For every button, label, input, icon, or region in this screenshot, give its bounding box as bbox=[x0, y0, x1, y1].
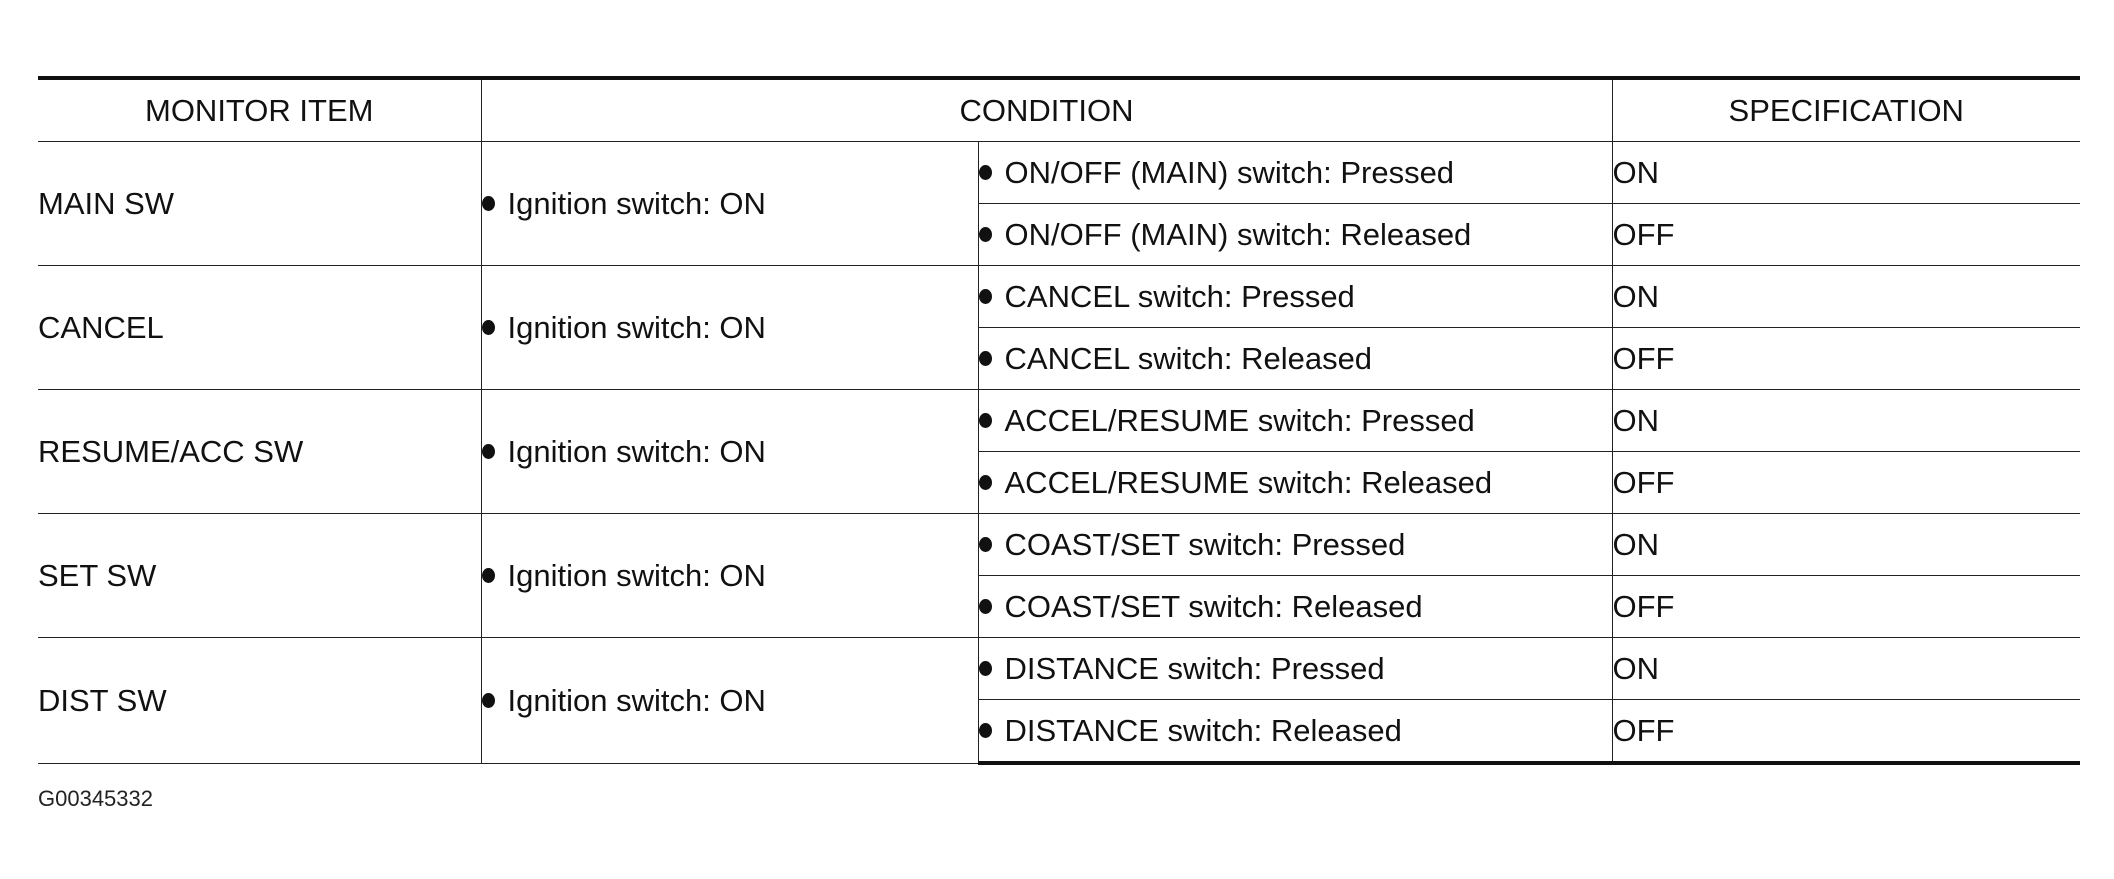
bullet-icon bbox=[482, 320, 495, 335]
specification-cell: OFF bbox=[1612, 700, 2080, 764]
bullet-icon bbox=[979, 599, 992, 614]
bullet-icon bbox=[979, 537, 992, 552]
base-condition-cell bbox=[481, 390, 978, 514]
bullet-icon bbox=[979, 351, 992, 366]
base-condition-cell bbox=[481, 514, 978, 638]
table-row bbox=[38, 390, 2080, 452]
header-specification: SPECIFICATION bbox=[1612, 78, 2080, 142]
bullet-icon bbox=[482, 444, 495, 459]
bullet-icon bbox=[979, 289, 992, 304]
header-row bbox=[38, 78, 2080, 142]
sub-condition-text: ON/OFF (MAIN) switch: Pressed bbox=[1004, 155, 1455, 190]
specification-cell: OFF bbox=[1612, 576, 2080, 638]
monitor-item-cell: MAIN SW bbox=[38, 142, 481, 266]
sub-condition-cell bbox=[978, 576, 1612, 638]
table-row bbox=[38, 266, 2080, 328]
specification-cell: ON bbox=[1612, 390, 2080, 452]
monitor-spec-table-container bbox=[38, 76, 2080, 765]
table-row bbox=[38, 514, 2080, 576]
table-row bbox=[38, 142, 2080, 204]
bullet-icon bbox=[482, 196, 495, 211]
sub-condition-text: CANCEL switch: Pressed bbox=[1004, 279, 1355, 314]
specification-cell: ON bbox=[1612, 142, 2080, 204]
sub-condition-text: CANCEL switch: Released bbox=[1004, 341, 1373, 376]
bullet-icon bbox=[979, 413, 992, 428]
header-monitor-item: MONITOR ITEM bbox=[38, 78, 481, 142]
specification-cell: OFF bbox=[1612, 204, 2080, 266]
base-condition-cell bbox=[481, 142, 978, 266]
base-condition-text: Ignition switch: ON bbox=[507, 310, 766, 345]
bullet-icon bbox=[979, 661, 992, 676]
bullet-icon bbox=[979, 165, 992, 180]
sub-condition-cell bbox=[978, 328, 1612, 390]
monitor-item-cell: SET SW bbox=[38, 514, 481, 638]
specification-cell: ON bbox=[1612, 266, 2080, 328]
base-condition-text: Ignition switch: ON bbox=[507, 558, 766, 593]
header-condition: CONDITION bbox=[481, 78, 1612, 142]
bullet-icon bbox=[482, 568, 495, 583]
specification-cell: ON bbox=[1612, 638, 2080, 700]
base-condition-cell bbox=[481, 266, 978, 390]
base-condition-text: Ignition switch: ON bbox=[507, 434, 766, 469]
sub-condition-text: COAST/SET switch: Pressed bbox=[1004, 527, 1406, 562]
sub-condition-cell bbox=[978, 452, 1612, 514]
sub-condition-text: ACCEL/RESUME switch: Pressed bbox=[1004, 403, 1475, 438]
sub-condition-cell bbox=[978, 390, 1612, 452]
sub-condition-text: DISTANCE switch: Pressed bbox=[1004, 651, 1385, 686]
sub-condition-cell bbox=[978, 142, 1612, 204]
sub-condition-cell bbox=[978, 514, 1612, 576]
table-row bbox=[38, 638, 2080, 700]
base-condition-text: Ignition switch: ON bbox=[507, 186, 766, 221]
sub-condition-text: COAST/SET switch: Released bbox=[1004, 589, 1423, 624]
bullet-icon bbox=[979, 475, 992, 490]
sub-condition-cell bbox=[978, 700, 1612, 764]
monitor-item-cell: CANCEL bbox=[38, 266, 481, 390]
figure-id-label: G00345332 bbox=[38, 786, 153, 811]
sub-condition-text: ACCEL/RESUME switch: Released bbox=[1004, 465, 1493, 500]
base-condition-text: Ignition switch: ON bbox=[507, 682, 766, 718]
monitor-item-cell: RESUME/ACC SW bbox=[38, 390, 481, 514]
sub-condition-cell bbox=[978, 266, 1612, 328]
sub-condition-text: ON/OFF (MAIN) switch: Released bbox=[1004, 217, 1472, 252]
specification-cell: OFF bbox=[1612, 452, 2080, 514]
specification-cell: ON bbox=[1612, 514, 2080, 576]
sub-condition-cell bbox=[978, 204, 1612, 266]
monitor-spec-table bbox=[38, 76, 2080, 765]
sub-condition-text: DISTANCE switch: Released bbox=[1004, 713, 1402, 748]
monitor-item-cell: DIST SW bbox=[38, 638, 481, 764]
specification-cell: OFF bbox=[1612, 328, 2080, 390]
base-condition-cell bbox=[481, 638, 978, 764]
bullet-icon bbox=[482, 693, 495, 708]
bullet-icon bbox=[979, 227, 992, 242]
sub-condition-cell bbox=[978, 638, 1612, 700]
bullet-icon bbox=[979, 723, 992, 738]
